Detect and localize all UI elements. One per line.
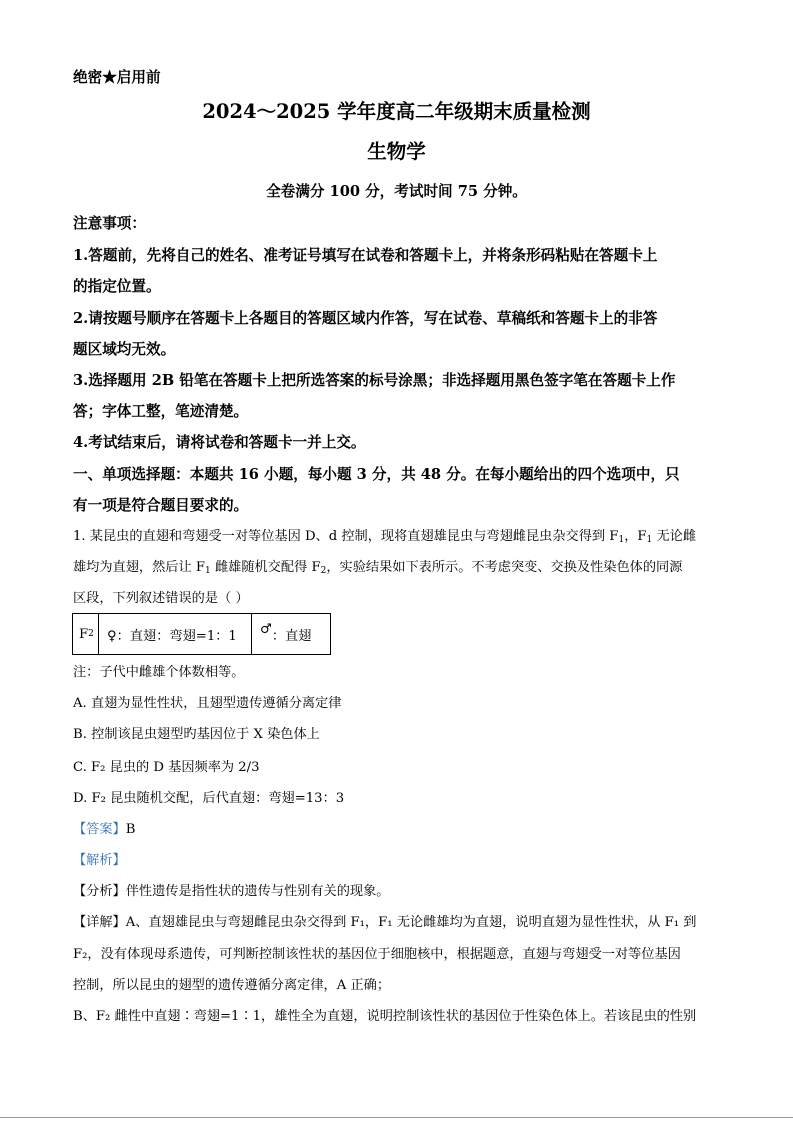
option-a: A. 直翅为显性性状，且翅型遗传遵循分离定律 <box>73 696 342 711</box>
notice-line: 2.请按题号顺序在答题卡上各题目的答题区域内作答，写在试卷、草稿纸和答题卡上的非答 <box>73 310 658 327</box>
stem-text: 1. 某昆虫的直翅和弯翅受一对等位基因 D、d 控制，现将直翅雄昆虫与弯翅雌昆虫杂交得到 F <box>73 529 619 544</box>
subscript: 2 <box>88 629 94 639</box>
fenxi-text: 伴性遗传是指性状的遗传与性别有关的现象。 <box>125 884 390 899</box>
notice-line: 1.答题前，先将自己的姓名、准考证号填写在试卷和答题卡上，并将条形码粘贴在答题卡上 <box>73 247 658 264</box>
male-symbol-icon: ♂ <box>260 621 272 637</box>
stem-text: 雄均为直翅，然后让 F <box>73 560 206 575</box>
exam-title: 2024～2025 学年度高二年级期末质量检测 <box>202 100 591 123</box>
notice-line: 4.考试结束后，请将试卷和答题卡一并上交。 <box>73 434 366 451</box>
option-b: B. 控制该昆虫翅型旳基因位于 X 染色体上 <box>73 727 320 742</box>
stem-text: ，F <box>624 529 647 544</box>
secret-label: 绝密★启用前 <box>73 69 161 86</box>
table-label: F <box>79 626 89 642</box>
stem-text: ，实验结果如下表所示。不考虑突变、交换及性染色体的同源 <box>326 560 683 575</box>
notice-line: 的指定位置。 <box>73 278 161 295</box>
answer-tag: 【答案】 <box>73 822 126 837</box>
subscript: 2 <box>320 566 327 576</box>
notice-line: 题区域均无效。 <box>73 341 176 358</box>
detail-text: A、直翅雄昆虫与弯翅雌昆虫杂交得到 F₁，F₁ 无论雌雄均为直翅，说明直翅为显性性状，从 F₁ 到 <box>125 915 697 930</box>
option-c: C. F₂ 昆虫的 D 基因频率为 2/3 <box>73 760 260 775</box>
question-stem-line: 区段，下列叙述错误的是（ ） <box>73 591 249 606</box>
subscript: 1 <box>205 566 211 576</box>
table-female-cell: ♀：直翅：弯翅=1：1 <box>98 614 251 654</box>
stem-text: 无论雌 <box>652 529 697 544</box>
table-male-text: ：直翅 <box>271 628 312 644</box>
exam-meta: 全卷满分 100 分，考试时间 75 分钟。 <box>266 183 527 200</box>
subject-title: 生物学 <box>367 140 426 163</box>
stem-text: 雌雄随机交配得 F <box>210 560 321 575</box>
detail-line: B、F₂ 雌性中直翅∶弯翅=1∶1，雄性全为直翅，说明控制该性状的基因位于性染色体上。若该昆虫的性别 <box>73 1009 697 1024</box>
detail-tag: 【详解】 <box>73 915 126 930</box>
answer-value: B <box>125 822 136 837</box>
section-heading-line: 一、单项选择题：本题共 16 小题，每小题 3 分，共 48 分。在每小题给出的四个选项中，只 <box>73 466 680 483</box>
notice-line: 3.选择题用 2B 铅笔在答题卡上把所选答案的标号涂黑；非选择题用黑色签字笔在答题卡上作 <box>73 372 676 389</box>
question-stem-line <box>73 556 682 576</box>
detail-line <box>73 911 696 930</box>
notice-line: 答；字体工整，笔迹清楚。 <box>73 403 249 420</box>
table-label-cell <box>73 614 98 654</box>
subscript: 1 <box>646 535 653 545</box>
answer-line <box>73 818 135 837</box>
fenxi-tag: 【分析】 <box>73 884 126 899</box>
result-table <box>72 613 331 655</box>
option-d: D. F₂ 昆虫随机交配，后代直翅：弯翅=13：3 <box>73 791 345 806</box>
detail-line: 控制，所以昆虫的翅型的遗传遵循分离定律，A 正确； <box>73 978 391 993</box>
question-stem-line <box>73 525 696 545</box>
table-note: 注：子代中雌雄个体数相等。 <box>73 665 245 680</box>
page-bottom-rule <box>0 1117 793 1118</box>
table-male-cell <box>251 614 330 654</box>
section-heading-line: 有一项是符合题目要求的。 <box>73 497 249 514</box>
subscript: 1 <box>618 535 625 545</box>
fenxi-line <box>73 880 390 899</box>
detail-line: F₂，没有体现母系遗传，可判断控制该性状的基因位于细胞核中，根据题意，直翅与弯翅受一对等位基因 <box>73 947 681 962</box>
analysis-tag: 【解析】 <box>73 853 126 868</box>
notice-heading: 注意事项： <box>73 215 146 232</box>
